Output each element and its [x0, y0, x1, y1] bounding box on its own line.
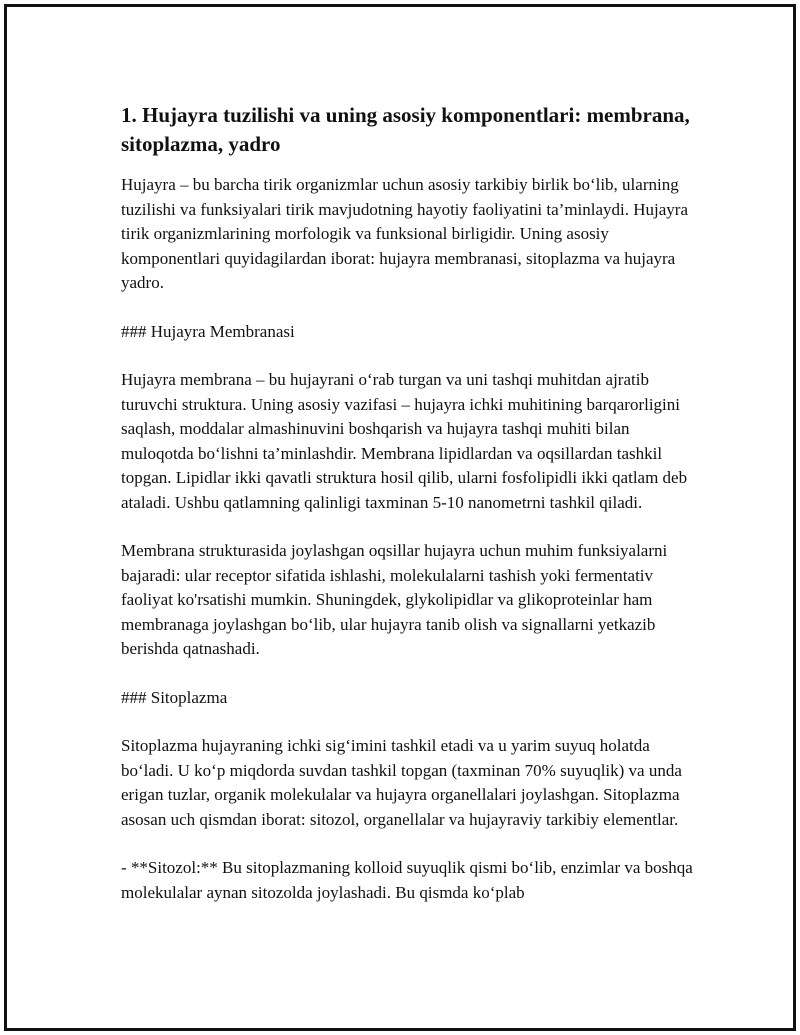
section-heading-membrane: ### Hujayra Membranasi: [121, 321, 295, 341]
paragraph-membrane-proteins: Membrana strukturasida joylashgan oqsillar hujayra uchun muhim funksiyalarni bajaradi: ular receptor sifatida ishlashi, molekulalarni tashish yoki fermentativ faoliyat ko'rsatishi mumkin. Shuningdek, glykolipidlar va glikoproteinlar ham membranaga joylashgan bo‘lib, ular hujayra tanib olish va signallarni yetkazib berishda qatnashadi.: [121, 541, 668, 658]
paragraph-cytosol: - **Sitozol:** Bu sitoplazmaning kolloid suyuqlik qismi bo‘lib, enzimlar va boshqa molekulalar aynan sitozolda joylashadi. Bu qismda ko‘plab: [121, 858, 693, 902]
paragraph-membrane: Hujayra membrana – bu hujayrani o‘rab turgan va uni tashqi muhitdan ajratib turuvchi struktura. Uning asosiy vazifasi – hujayra ichki muhitining barqarorligini saqlash, moddalar almashinuvini boshqarish va hujayra tashqi muhiti bilan muloqotda bo‘lishni ta’minlashdir. Membrana lipidlardan va oqsillardan tashkil topgan. Lipidlar ikki qavatli struktura hosil qilib, ularni fosfolipidli ikki qatlam deb ataladi. Ushbu qatlamning qalinligi taxminan 5-10 nanometrni tashkil qiladi.: [121, 370, 688, 512]
document-body: [121, 101, 693, 929]
document-title: 1. Hujayra tuzilishi va uning asosiy komponentlari: membrana, sitoplazma, yadro: [121, 103, 690, 156]
paragraph-cytoplasm: Sitoplazma hujayraning ichki sig‘imini tashkil etadi va u yarim suyuq holatda bo‘ladi. U ko‘p miqdorda suvdan tashkil topgan (taxminan 70% suyuqlik) va unda erigan tuzlar, organik molekulalar va hujayra organellalari joylashgan. Sitoplazma asosan uch qismdan iborat: sitozol, organellalar va hujayraviy tarkibiy elementlar.: [121, 736, 682, 829]
paragraph-intro: Hujayra – bu barcha tirik organizmlar uchun asosiy tarkibiy birlik bo‘lib, ularning tuzilishi va funksiyalari tirik mavjudotning hayotiy faoliyatini ta’minlaydi. Hujayra tirik organizmlarining morfologik va funksional birligidir. Uning asosiy komponentlari quyidagilardan iborat: hujayra membranasi, sitoplazma va hujayra yadro.: [121, 175, 689, 292]
document-page: [4, 4, 796, 1031]
section-heading-cytoplasm: ### Sitoplazma: [121, 687, 228, 707]
